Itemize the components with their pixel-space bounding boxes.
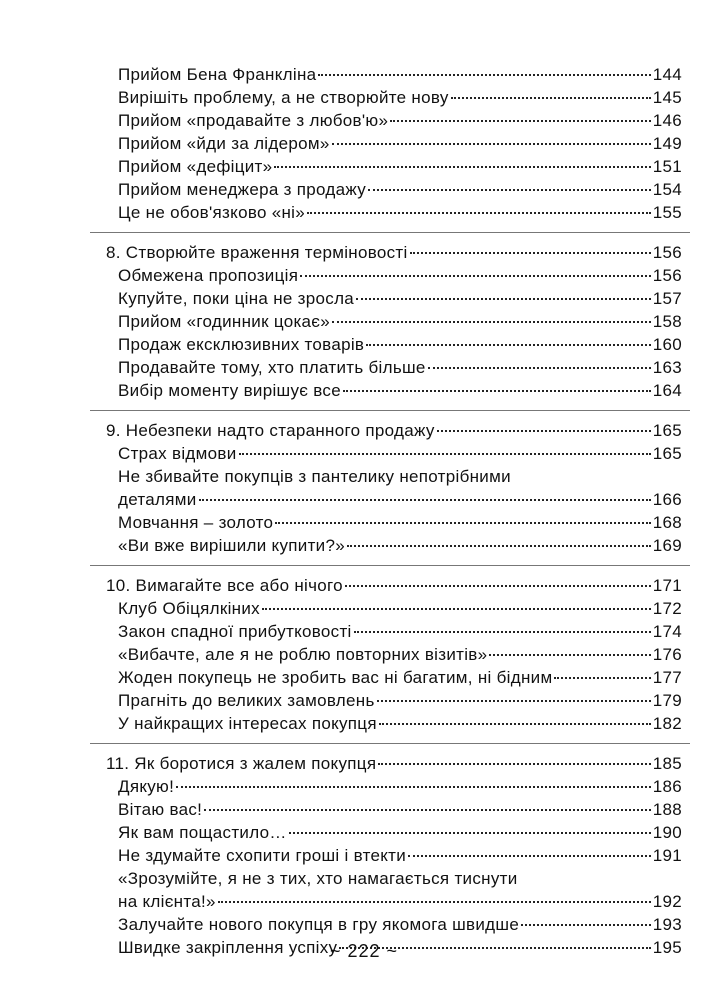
toc-entry — [106, 511, 682, 534]
dot-leader — [239, 453, 651, 455]
dot-leader — [204, 809, 651, 811]
toc-entry-page: 168 — [652, 513, 682, 532]
toc-entry-title: Продаж ексклюзивних товарів — [118, 335, 365, 354]
toc-entry-title: Вирішіть проблему, а не створюйте нову — [118, 88, 449, 107]
toc-entry — [106, 132, 682, 155]
dot-leader — [332, 321, 651, 323]
toc-entry — [106, 534, 682, 557]
section-divider — [90, 565, 690, 566]
toc-entry-page: 160 — [652, 335, 682, 354]
toc-entry-title-line2: на клієнта!» — [118, 892, 216, 911]
toc-entry — [106, 86, 682, 109]
toc-entry-page: 193 — [652, 915, 682, 934]
toc-entry-title: Прийом «годинник цокає» — [118, 312, 331, 331]
chapter-title: 11. Як боротися з жалем покупця — [106, 754, 377, 773]
toc-entry — [106, 178, 682, 201]
toc-entry-title: Обмежена пропозиція — [118, 266, 299, 285]
chapter-page: 185 — [652, 754, 682, 773]
section-divider — [90, 232, 690, 233]
dot-leader — [408, 855, 651, 857]
chapter-page: 165 — [652, 421, 682, 440]
toc-entry — [106, 597, 682, 620]
toc-entry-page: 146 — [652, 111, 682, 130]
toc-entry-title: Прийом Бена Франкліна — [118, 65, 317, 84]
toc-entry-title: Прагніть до великих замовлень — [118, 691, 375, 710]
toc-entry-page: 154 — [652, 180, 682, 199]
dot-leader — [521, 924, 651, 926]
toc-entry-page: 158 — [652, 312, 682, 331]
toc-entry-title: Не здумайте схопити гроші і втекти — [118, 846, 407, 865]
chapter-entry — [106, 574, 682, 597]
toc-entry-title: Дякую! — [118, 777, 175, 796]
toc-entry-title: Купуйте, поки ціна не зросла — [118, 289, 355, 308]
dot-leader — [368, 189, 651, 191]
dot-leader — [176, 786, 651, 788]
dot-leader — [345, 585, 651, 587]
dot-leader — [366, 344, 650, 346]
dot-leader — [307, 212, 651, 214]
toc-entry-title: Як вам пощастило… — [118, 823, 287, 842]
toc-entry — [106, 712, 682, 735]
toc-entry — [106, 798, 682, 821]
dot-leader — [377, 700, 651, 702]
page-number: ~ 222 ~ — [329, 941, 399, 961]
toc-entry-page: 155 — [652, 203, 682, 222]
toc-entry-page: 166 — [652, 490, 682, 509]
dot-leader — [318, 74, 650, 76]
toc-entry-page: 190 — [652, 823, 682, 842]
toc-entry — [106, 201, 682, 224]
toc-entry — [106, 465, 682, 511]
toc-entry-page: 176 — [652, 645, 682, 664]
toc-entry-title: «Вибачте, але я не роблю повторних візитів» — [118, 645, 488, 664]
toc-entry-page: 145 — [652, 88, 682, 107]
toc-entry-page: 188 — [652, 800, 682, 819]
toc-entry — [106, 63, 682, 86]
chapter-title: 9. Небезпеки надто старанного продажу — [106, 421, 435, 440]
toc-entry-page: 195 — [652, 938, 682, 957]
toc-entry-page: 165 — [652, 444, 682, 463]
toc-entry — [106, 333, 682, 356]
dot-leader — [437, 430, 651, 432]
dot-leader — [274, 166, 650, 168]
toc-entry — [106, 310, 682, 333]
chapter-title: 8. Створюйте враження терміновості — [106, 243, 408, 262]
toc-entry-title: Продавайте тому, хто платить більше — [118, 358, 426, 377]
toc-entry-page: 163 — [652, 358, 682, 377]
toc-entry-page: 177 — [652, 668, 682, 687]
toc-entry-title: Клуб Обіцялкіних — [118, 599, 260, 618]
toc-entry-page: 156 — [652, 266, 682, 285]
toc-entry-title: Прийом «дефіцит» — [118, 157, 273, 176]
dot-leader — [218, 901, 651, 903]
toc-entry-page: 164 — [652, 381, 682, 400]
chapter-title: 10. Вимагайте все або нічого — [106, 576, 343, 595]
toc-entry — [106, 155, 682, 178]
dot-leader — [428, 367, 651, 369]
toc-entry-title: Прийом «продавайте з любов'ю» — [118, 111, 389, 130]
toc-entry-title-line1: «Зрозумійте, я не з тих, хто намагається тиснути — [118, 869, 518, 888]
dot-leader — [489, 654, 650, 656]
dot-leader — [347, 545, 651, 547]
toc-entry — [106, 620, 682, 643]
dot-leader — [390, 120, 651, 122]
dot-leader — [300, 275, 651, 277]
toc-entry — [106, 442, 682, 465]
toc-entry — [106, 867, 682, 913]
chapter-entry — [106, 419, 682, 442]
toc-entry-page: 169 — [652, 536, 682, 555]
toc-entry — [106, 821, 682, 844]
toc-entry-page: 149 — [652, 134, 682, 153]
toc-entry-title: Це не обов'язково «ні» — [118, 203, 306, 222]
toc-entry — [106, 913, 682, 936]
dot-leader — [554, 677, 650, 679]
dot-leader — [379, 723, 651, 725]
toc-entry-page: 151 — [652, 157, 682, 176]
chapter-entry — [106, 752, 682, 775]
toc-entry — [106, 775, 682, 798]
dot-leader — [343, 390, 651, 392]
toc-entry-page: 174 — [652, 622, 682, 641]
table-of-contents — [106, 63, 682, 959]
toc-entry-title-line1: Не збивайте покупців з пантелику непотрібними — [118, 467, 511, 486]
toc-entry-title: Вибір моменту вирішує все — [118, 381, 341, 400]
toc-entry-page: 157 — [652, 289, 682, 308]
toc-entry — [106, 264, 682, 287]
chapter-page: 171 — [652, 576, 682, 595]
toc-entry — [106, 666, 682, 689]
toc-entry-title: У найкращих інтересах покупця — [118, 714, 377, 733]
dot-leader — [354, 631, 651, 633]
toc-entry-title: «Ви вже вирішили купити?» — [118, 536, 345, 555]
toc-entry-page: 144 — [652, 65, 682, 84]
toc-entry-title: Швидке закріплення успіху — [118, 938, 338, 957]
dot-leader — [199, 499, 651, 501]
toc-entry — [106, 643, 682, 666]
dot-leader — [378, 763, 650, 765]
toc-entry-title: Мовчання – золото — [118, 513, 274, 532]
toc-entry-title: Жоден покупець не зробить вас ні багатим, ні бідним — [118, 668, 553, 687]
toc-entry-title: Залучайте нового покупця в гру якомога швидше — [118, 915, 520, 934]
toc-entry-title: Прийом «йди за лідером» — [118, 134, 330, 153]
dot-leader — [289, 832, 651, 834]
toc-entry-title: Прийом менеджера з продажу — [118, 180, 367, 199]
toc-entry — [106, 689, 682, 712]
toc-entry — [106, 109, 682, 132]
chapter-page: 156 — [652, 243, 682, 262]
toc-entry-page: 179 — [652, 691, 682, 710]
toc-entry — [106, 844, 682, 867]
dot-leader — [410, 252, 651, 254]
toc-entry-page: 182 — [652, 714, 682, 733]
section-divider — [90, 410, 690, 411]
dot-leader — [262, 608, 651, 610]
toc-entry-title: Закон спадної прибутковості — [118, 622, 352, 641]
chapter-entry — [106, 241, 682, 264]
toc-entry-title: Страх відмови — [118, 444, 237, 463]
dot-leader — [356, 298, 651, 300]
dot-leader — [451, 97, 651, 99]
dot-leader — [275, 522, 650, 524]
toc-entry-title-line2: деталями — [118, 490, 197, 509]
toc-entry-page: 186 — [652, 777, 682, 796]
dot-leader — [332, 143, 651, 145]
toc-entry-title: Вітаю вас! — [118, 800, 203, 819]
toc-entry-page: 192 — [652, 892, 682, 911]
toc-entry — [106, 379, 682, 402]
toc-entry-page: 191 — [652, 846, 682, 865]
toc-entry — [106, 287, 682, 310]
section-divider — [90, 743, 690, 744]
toc-entry — [106, 356, 682, 379]
toc-entry-page: 172 — [652, 599, 682, 618]
